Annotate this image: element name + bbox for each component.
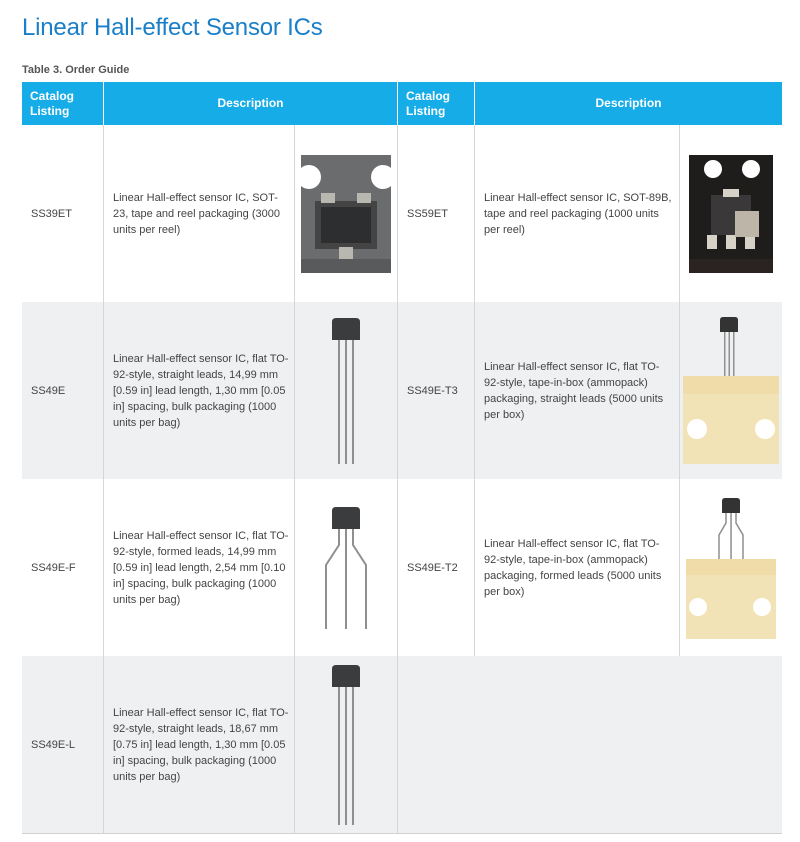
- description-cell: Linear Hall-effect sensor IC, flat TO-92-style, tape-in-box (ammopack) packaging, straight leads (5000 units per box): [484, 360, 664, 421]
- header-catalog-listing-left: Catalog Listing: [22, 82, 103, 125]
- description-cell: Linear Hall-effect sensor IC, flat TO-92-style, straight leads, 14,99 mm [0.59 in] lead length, 1,30 mm [0.05 in] spacing, bulk packaging (1000 units per bag): [113, 352, 289, 429]
- order-guide-table: [22, 82, 782, 834]
- description-cell: Linear Hall-effect sensor IC, flat TO-92-style, straight leads, 18,67 mm [0.75 in] lead length, 1,30 mm [0.05 in] spacing, bulk packaging (1000 units per bag): [113, 706, 289, 783]
- catalog-cell: SS49E-T2: [407, 561, 458, 574]
- to92-ammopack-formed-icon: [680, 479, 782, 656]
- column-divider: [474, 125, 475, 656]
- column-divider: [679, 125, 680, 656]
- catalog-cell: SS49E-F: [31, 561, 76, 574]
- to92-ammopack-straight-icon: [680, 302, 782, 479]
- description-cell: Linear Hall-effect sensor IC, SOT-23, tape and reel packaging (3000 units per reel): [113, 191, 280, 236]
- description-cell: Linear Hall-effect sensor IC, SOT-89B, tape and reel packaging (1000 units per reel): [484, 191, 672, 236]
- table-row: [22, 656, 782, 833]
- sot89b-package-icon: [680, 125, 782, 302]
- catalog-cell: SS49E: [31, 384, 66, 397]
- catalog-cell: SS59ET: [407, 207, 448, 220]
- catalog-cell: SS39ET: [31, 207, 72, 220]
- table-row: [22, 479, 782, 656]
- header-description-left: Description: [104, 82, 397, 125]
- table-caption: Table 3. Order Guide: [22, 64, 130, 76]
- column-divider: [397, 125, 398, 834]
- column-divider: [103, 125, 104, 834]
- description-cell: Linear Hall-effect sensor IC, flat TO-92-style, tape-in-box (ammopack) packaging, formed leads (5000 units per box): [484, 537, 662, 598]
- page-title: Linear Hall-effect Sensor ICs: [22, 14, 323, 41]
- header-catalog-listing-right: Catalog Listing: [398, 82, 474, 125]
- header-description-right: Description: [475, 82, 782, 125]
- description-cell: Linear Hall-effect sensor IC, flat TO-92-style, formed leads, 14,99 mm [0.59 in] lead length, 2,54 mm [0.10 in] spacing, bulk packaging (1000 units per bag): [113, 529, 289, 606]
- table-bottom-rule: [22, 833, 782, 834]
- catalog-cell: SS49E-L: [31, 738, 76, 751]
- to92-long-straight-leads-icon: [295, 656, 397, 833]
- table-row: [22, 125, 782, 302]
- to92-formed-leads-icon: [295, 479, 397, 656]
- catalog-cell: SS49E-T3: [407, 384, 458, 397]
- column-divider: [294, 125, 295, 834]
- sot23-package-icon: [295, 125, 397, 302]
- table-row: [22, 302, 782, 479]
- to92-straight-leads-icon: [295, 302, 397, 479]
